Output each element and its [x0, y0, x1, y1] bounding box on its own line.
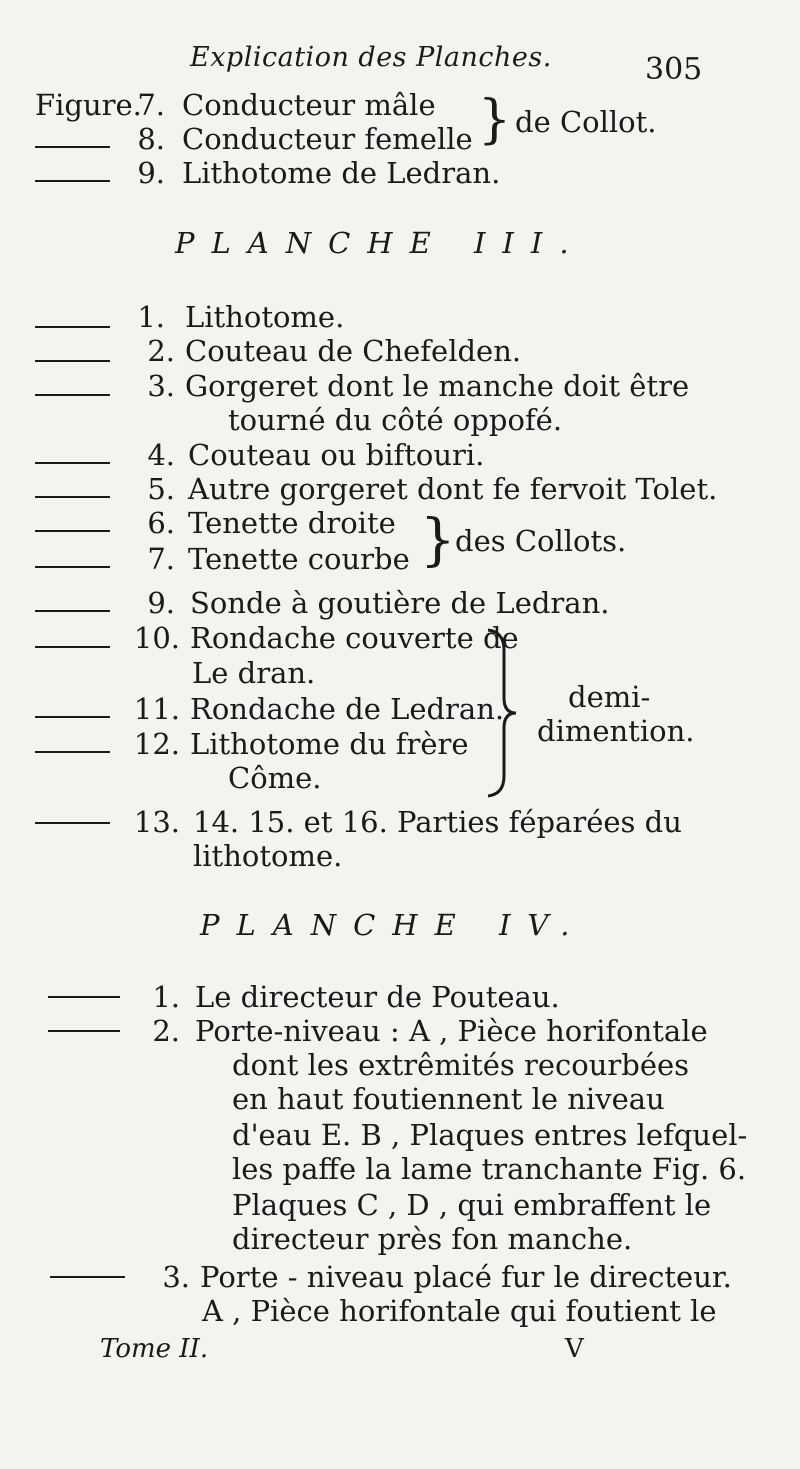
item-text-continued: Côme.: [228, 761, 322, 795]
running-header: Explication des Planches.: [190, 42, 552, 73]
brace-label: des Collots.: [455, 524, 627, 558]
dash-rule: [35, 646, 110, 648]
item-text: Porte - niveau placé fur le directeur.: [200, 1260, 732, 1294]
dash-rule: [35, 326, 110, 328]
dash-rule: [35, 751, 110, 753]
item-number: 12.: [133, 727, 180, 761]
item-text: Rondache couverte de: [190, 621, 519, 655]
item-number: 2.: [152, 1014, 180, 1048]
brace: [482, 628, 522, 798]
brace-label: dimention.: [537, 714, 695, 748]
dash-rule: [35, 180, 110, 182]
item-text-continued: lithotome.: [193, 839, 343, 873]
item-number: 11.: [133, 692, 180, 726]
brace: }: [478, 90, 512, 150]
item-text: Couteau ou biftouri.: [188, 438, 485, 472]
dash-rule: [48, 1030, 120, 1032]
item-number: 5.: [147, 472, 175, 506]
dash-rule: [35, 716, 110, 718]
item-number: 10.: [133, 621, 180, 655]
item-text: Le directeur de Pouteau.: [195, 980, 560, 1014]
dash-rule: [35, 146, 110, 148]
dash-rule: [35, 610, 110, 612]
item-text-continued: dont les extrêmités recourbées: [232, 1048, 690, 1082]
item-number: 1.: [152, 980, 180, 1014]
dash-rule: [35, 496, 110, 498]
item-number: 2.: [147, 334, 175, 368]
item-text: Lithotome du frère: [190, 727, 469, 761]
item-text-continued: A , Pièce horifontale qui foutient le: [202, 1294, 717, 1328]
dash-rule: [35, 822, 110, 824]
dash-rule: [35, 360, 110, 362]
figure-label: Figure.: [35, 88, 142, 122]
section-title: PLANCHE III.: [175, 226, 586, 260]
item-number: 8.: [137, 122, 165, 156]
dash-rule: [35, 394, 110, 396]
dash-rule: [35, 530, 110, 532]
item-text: Autre gorgeret dont fe fervoit Tolet.: [188, 472, 718, 506]
item-number: 7.: [137, 88, 165, 122]
dash-rule: [35, 462, 110, 464]
item-text-continued: directeur près fon manche.: [232, 1222, 633, 1256]
item-text: Gorgeret dont le manche doit être: [185, 369, 690, 403]
item-number: 6.: [147, 506, 175, 540]
item-text: Porte-niveau : A , Pièce horifontale: [195, 1014, 708, 1048]
dash-rule: [48, 996, 120, 998]
item-text: Lithotome.: [185, 300, 345, 334]
brace-label: demi-: [568, 680, 651, 714]
item-number: 4.: [147, 438, 175, 472]
item-text-continued: tourné du côté oppofé.: [228, 403, 563, 437]
signature-volume: Tome II.: [100, 1334, 209, 1364]
item-number: 9.: [137, 156, 165, 190]
item-number: 1.: [137, 300, 165, 334]
item-text-continued: d'eau E. B , Plaques entres lefquel-: [232, 1118, 748, 1152]
item-text-continued: Plaques C , D , qui embraffent le: [232, 1188, 712, 1222]
item-text: Tenette courbe: [188, 542, 410, 576]
section-title: PLANCHE IV.: [200, 908, 587, 942]
dash-rule: [35, 566, 110, 568]
item-text: Couteau de Chefelden.: [185, 334, 522, 368]
item-text-continued: Le dran.: [192, 656, 316, 690]
item-number: 3.: [162, 1260, 190, 1294]
item-text: Sonde à goutière de Ledran.: [190, 586, 610, 620]
brace-label: de Collot.: [515, 105, 657, 139]
item-text: Tenette droite: [188, 506, 396, 540]
signature-mark: V: [565, 1334, 584, 1364]
dash-rule: [50, 1276, 125, 1278]
item-number: 7.: [147, 542, 175, 576]
brace: }: [420, 508, 456, 573]
item-text-continued: les paffe la lame tranchante Fig. 6.: [232, 1152, 747, 1186]
item-number: 13.: [133, 805, 180, 839]
item-number: 9.: [147, 586, 175, 620]
item-text: Conducteur femelle: [182, 122, 473, 156]
item-text: Lithotome de Ledran.: [182, 156, 501, 190]
item-text: 14. 15. et 16. Parties féparées du: [193, 805, 682, 839]
page-number: 305: [645, 52, 703, 87]
item-text-continued: en haut foutiennent le niveau: [232, 1082, 665, 1116]
item-text: Rondache de Ledran.: [190, 692, 505, 726]
item-text: Conducteur mâle: [182, 88, 436, 122]
item-number: 3.: [147, 369, 175, 403]
